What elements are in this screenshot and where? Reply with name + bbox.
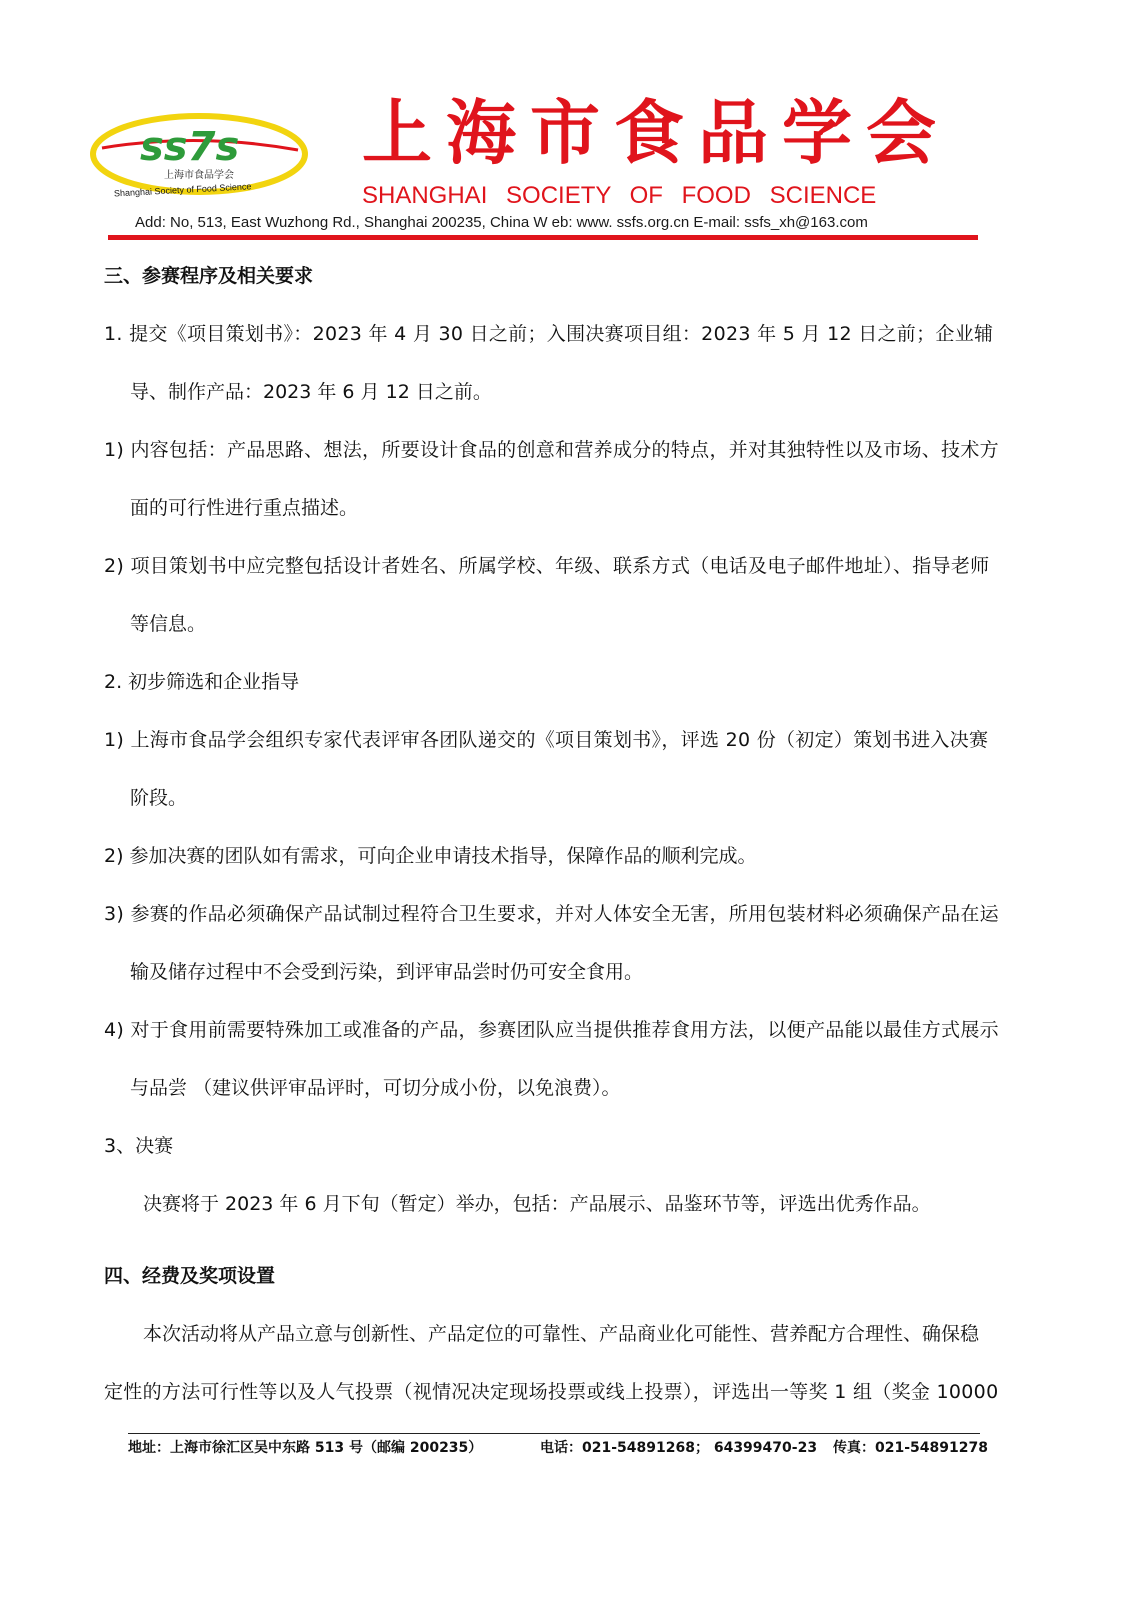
item1-sub2-line2: 等信息。 xyxy=(130,613,207,635)
item1-sub1-line2: 面的可行性进行重点描述。 xyxy=(130,497,359,519)
section4-line1: 本次活动将从产品立意与创新性、产品定位的可靠性、产品商业化可能性、营养配方合理性、确保稳 xyxy=(143,1323,980,1345)
header-address-line: Add: No, 513, East Wuzhong Rd., Shanghai 200235, China W eb: www. ssfs.org.cn E-mail: ssfs_xh@163.com xyxy=(135,214,868,231)
society-logo xyxy=(88,92,310,204)
section4-line2: 定性的方法可行性等以及人气投票（视情况决定现场投票或线上投票），评选出一等奖 1 组（奖金 10000 xyxy=(104,1381,999,1403)
item3-text: 决赛将于 2023 年 6 月下旬（暂定）举办，包括：产品展示、品鉴环节等，评选出优秀作品。 xyxy=(143,1193,931,1215)
item1-sub1-line1: 1) 内容包括：产品思路、想法，所要设计食品的创意和营养成分的特点，并对其独特性以及市场、技术方 xyxy=(104,439,999,461)
item2-sub3-line2: 输及储存过程中不会受到污染，到评审品尝时仍可安全食用。 xyxy=(130,961,644,983)
item2-sub1-line2: 阶段。 xyxy=(130,787,188,809)
header-divider xyxy=(108,235,978,240)
item1-sub2-line1: 2) 项目策划书中应完整包括设计者姓名、所属学校、年级、联系方式（电话及电子邮件地址）、指导老师 xyxy=(104,555,990,577)
footer-phone: 电话：021-54891268； 64399470-23 xyxy=(540,1440,818,1456)
document-body xyxy=(104,247,1019,1421)
section3-heading: 三、参赛程序及相关要求 xyxy=(104,265,314,287)
section4-heading: 四、经费及奖项设置 xyxy=(104,1265,276,1287)
footer-address: 地址：上海市徐汇区吴中东路 513 号（邮编 200235） xyxy=(128,1440,483,1456)
logo-en-name: Shanghai Society of Food Science xyxy=(113,181,252,199)
footer-divider xyxy=(128,1433,980,1434)
org-name-cn: 上海市食品学会 xyxy=(362,91,950,174)
org-name-en: SHANGHAI SOCIETY OF FOOD SCIENCE xyxy=(362,182,877,209)
item2-sub2: 2) 参加决赛的团队如有需求，可向企业申请技术指导，保障作品的顺利完成。 xyxy=(104,845,757,867)
item1-line1: 1. 提交《项目策划书》：2023 年 4 月 30 日之前；入围决赛项目组：2023 年 5 月 12 日之前；企业辅 xyxy=(104,323,994,345)
item1-line2: 导、制作产品：2023 年 6 月 12 日之前。 xyxy=(130,381,492,403)
item2-sub4-line1: 4) 对于食用前需要特殊加工或准备的产品，参赛团队应当提供推荐食用方法，以便产品能以最佳方式展示 xyxy=(104,1019,999,1041)
item2-sub4-line2: 与品尝 （建议供评审品评时，可切分成小份，以免浪费）。 xyxy=(130,1077,621,1099)
item2-title: 2. 初步筛选和企业指导 xyxy=(104,671,300,693)
logo-cn-name: 上海市食品学会 xyxy=(164,170,234,181)
item3-title: 3、决赛 xyxy=(104,1135,174,1157)
item2-sub3-line1: 3) 参赛的作品必须确保产品试制过程符合卫生要求，并对人体安全无害，所用包装材料必须确保产品在运 xyxy=(104,903,999,925)
item2-sub1-line1: 1) 上海市食品学会组织专家代表评审各团队递交的《项目策划书》，评选 20 份（初定）策划书进入决赛 xyxy=(104,729,989,751)
logo-mark: ss7s xyxy=(140,124,240,170)
footer-fax: 传真：021-54891278 xyxy=(833,1440,988,1456)
footer xyxy=(128,1437,988,1459)
letterhead xyxy=(0,0,1131,250)
